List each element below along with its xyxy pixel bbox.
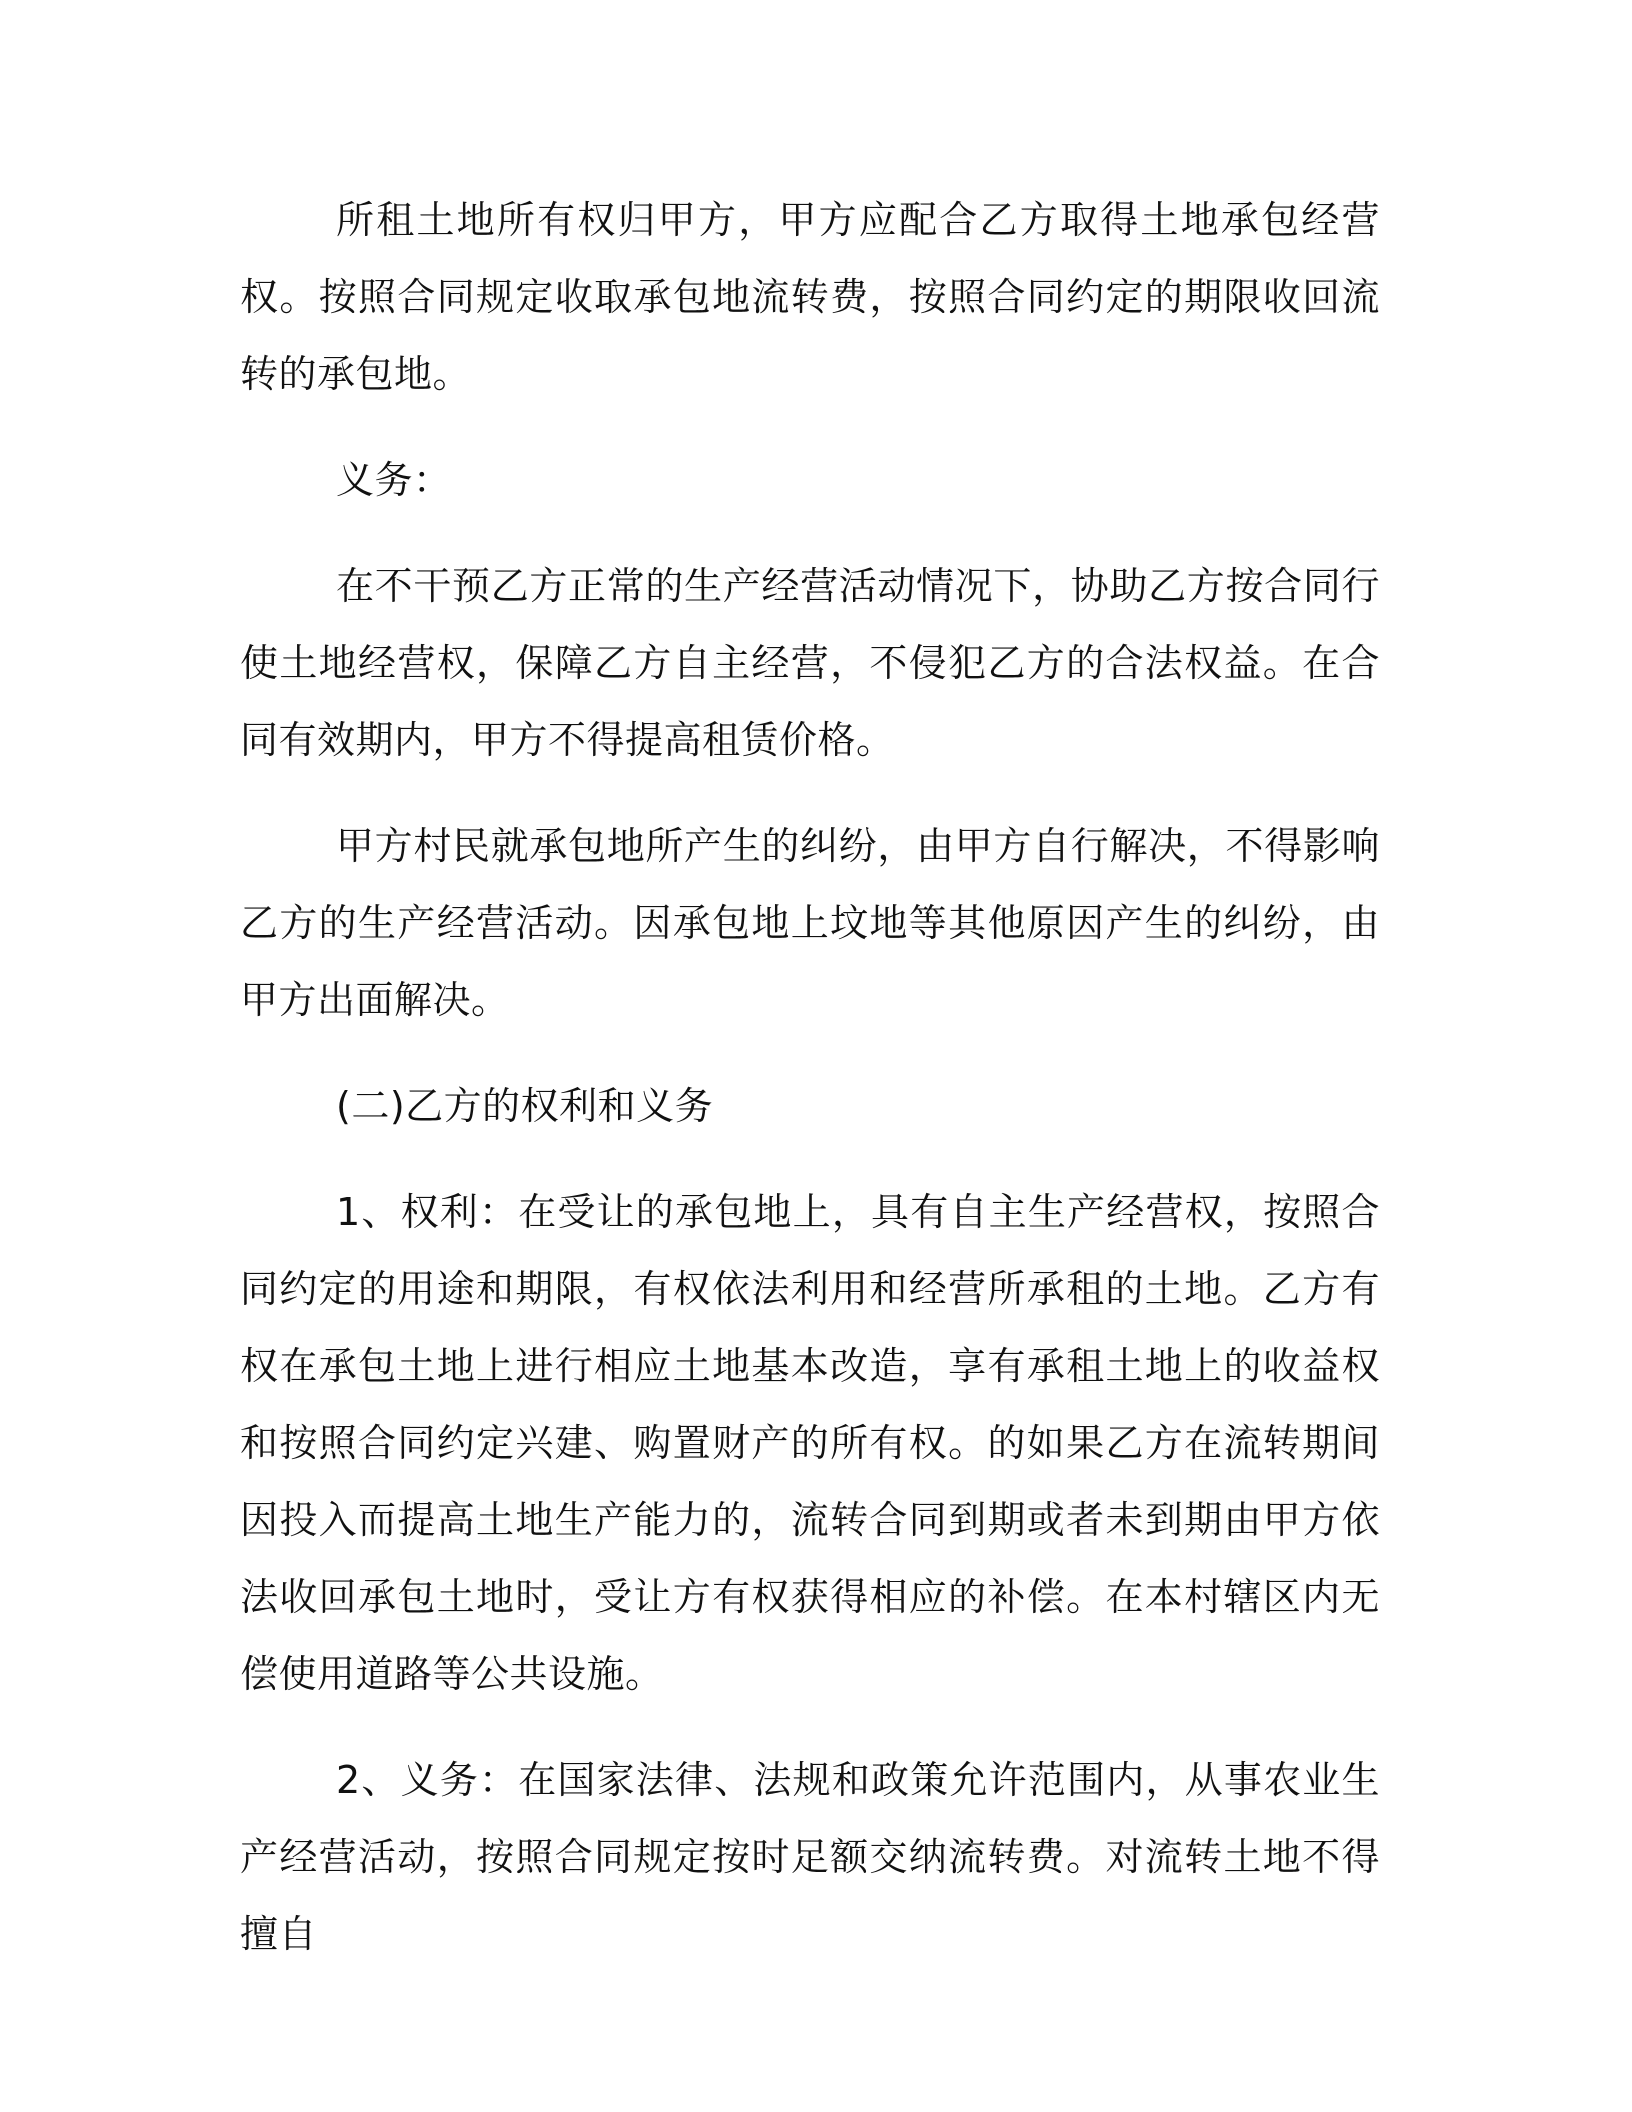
paragraph-gap <box>240 779 1380 808</box>
paragraph-gap <box>240 413 1380 442</box>
paragraph-gap <box>240 519 1380 548</box>
paragraph-lessor-obligation-disputes: 甲方村民就承包地所产生的纠纷，由甲方自行解决，不得影响乙方的生产经营活动。因承包地上坟地等其他原因产生的纠纷，由甲方出面解决。 <box>240 824 1380 1022</box>
paragraph-lessor-obligation-noninterference: 在不干预乙方正常的生产经营活动情况下，协助乙方按合同行使土地经营权，保障乙方自主经营，不侵犯乙方的合法权益。在合同有效期内，甲方不得提高租赁价格。 <box>240 564 1380 762</box>
document-body <box>240 182 1380 1973</box>
paragraph-gap <box>240 1145 1380 1174</box>
paragraph-lessee-obligations: 2、义务：在国家法律、法规和政策允许范围内，从事农业生产经营活动，按照合同规定按时足额交纳流转费。对流转土地不得擅自 <box>240 1758 1380 1956</box>
heading-obligations: 义务： <box>336 458 452 502</box>
paragraph-gap <box>240 1039 1380 1068</box>
paragraph-gap <box>240 1713 1380 1742</box>
paragraph-lessor-rights: 所租土地所有权归甲方，甲方应配合乙方取得土地承包经营权。按照合同规定收取承包地流转费，按照合同约定的期限收回流转的承包地。 <box>240 198 1380 396</box>
paragraph-lessee-rights: 1、权利：在受让的承包地上，具有自主生产经营权，按照合同约定的用途和期限，有权依法利用和经营所承租的土地。乙方有权在承包土地上进行相应土地基本改造，享有承租土地上的收益权和按照合同约定兴建、购置财产的所有权。的如果乙方在流转期间因投入而提高土地生产能力的，流转合同到期或者未到期由甲方依法收回承包土地时，受让方有权获得相应的补偿。在本村辖区内无偿使用道路等公共设施。 <box>240 1190 1380 1696</box>
section-heading-lessee: (二)乙方的权利和义务 <box>336 1084 714 1128</box>
